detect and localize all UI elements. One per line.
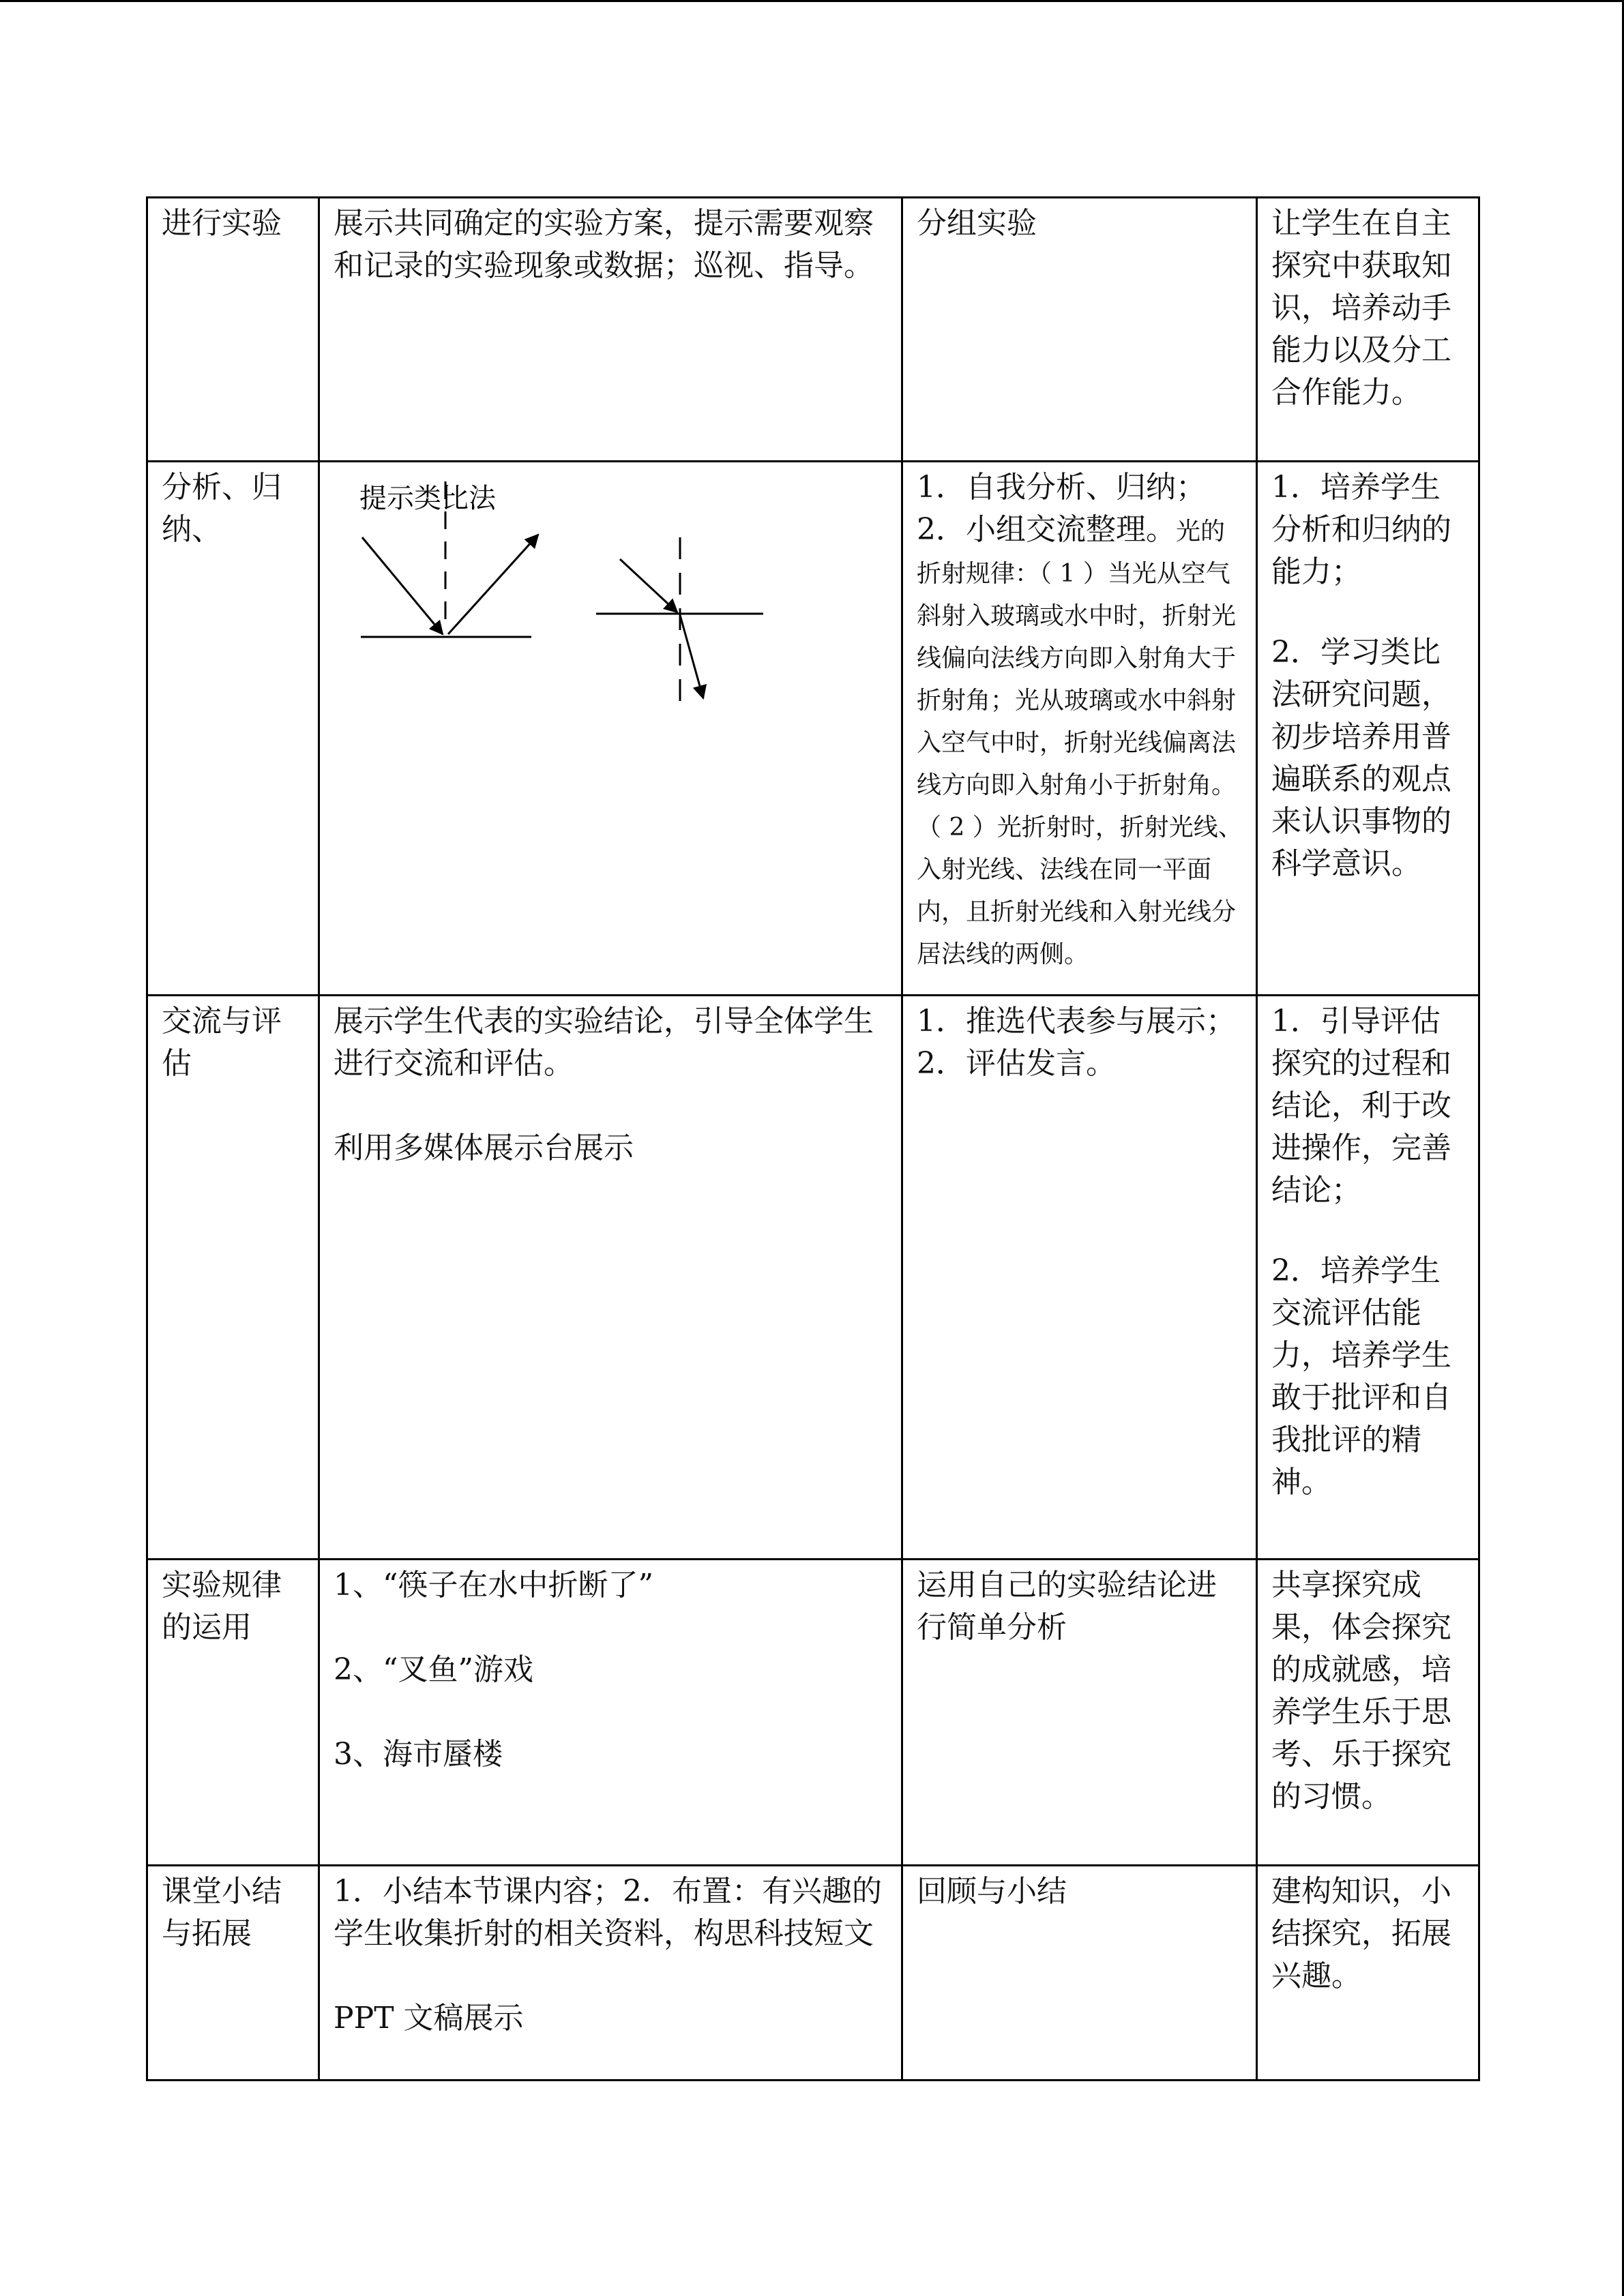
intent-text: 让学生在自主探究中获取知识，培养动手能力以及分工合作能力。 <box>1271 206 1451 410</box>
teacher-activity-cell <box>319 462 902 996</box>
teacher-activity-cell <box>319 198 902 462</box>
teacher-text: 1．小结本节课内容；2．布置：有兴趣的学生收集折射的相关资料，构思科技短文 <box>334 1874 882 1951</box>
student-text: 1．推选代表参与展示；2．评估发言。 <box>917 1004 1236 1081</box>
intent-text: 1．培养学生分析和归纳的能力； <box>1271 470 1451 589</box>
teacher-text: 展示共同确定的实验方案，提示需要观察和记录的实验现象或数据；巡视、指导。 <box>334 206 874 283</box>
page-border-top <box>0 0 1624 2</box>
intent-text: 1．引导评估探究的过程和结论，利于改进操作，完善结论； <box>1271 1004 1451 1208</box>
stage-cell: 实验规律的运用 <box>147 1560 319 1866</box>
intent-text: 建构知识，小结探究，拓展兴趣。 <box>1271 1874 1451 1993</box>
intent-text: 2．培养学生交流评估能力，培养学生敢于批评和自我批评的精神。 <box>1271 1253 1451 1500</box>
student-activity-cell <box>902 996 1257 1560</box>
teacher-text: 利用多媒体展示台展示 <box>334 1131 634 1165</box>
student-text: 分组实验 <box>917 206 1037 241</box>
stage-cell: 分析、归纳、 <box>147 462 319 996</box>
incident-ray-arrow <box>362 537 443 634</box>
student-activity-cell <box>902 198 1257 462</box>
teacher-text: PPT 文稿展示 <box>334 2001 524 2036</box>
incident-ray-arrow-2 <box>620 559 677 612</box>
diagram-label: 提示类比法 <box>359 483 496 514</box>
stage-cell: 进行实验 <box>147 198 319 462</box>
student-text: 2．小组交流整理。 <box>917 512 1176 547</box>
teacher-activity-cell <box>319 1866 902 2081</box>
design-intent-cell <box>1257 1560 1479 1866</box>
student-activity-cell <box>902 1866 1257 2081</box>
teacher-text: 1、“筷子在水中折断了” <box>334 1568 653 1602</box>
design-intent-cell <box>1257 198 1479 462</box>
student-activity-cell <box>902 462 1257 996</box>
teacher-text: 展示学生代表的实验结论，引导全体学生进行交流和评估。 <box>334 1004 874 1081</box>
lesson-plan-table <box>146 196 1480 2081</box>
design-intent-cell <box>1257 462 1479 996</box>
table-row <box>147 198 1479 462</box>
table-row <box>147 996 1479 1560</box>
table-row <box>147 1866 1479 2081</box>
stage-cell: 交流与评估 <box>147 996 319 1560</box>
design-intent-cell <box>1257 996 1479 1560</box>
student-activity-cell <box>902 1560 1257 1866</box>
intent-text: 共享探究成果，体会探究的成就感，培养学生乐于思考、乐于探究的习惯。 <box>1271 1568 1451 1814</box>
teacher-activity-cell <box>319 1560 902 1866</box>
table-row <box>147 462 1479 996</box>
student-text: 回顾与小结 <box>917 1874 1067 1909</box>
teacher-activity-cell <box>319 996 902 1560</box>
teacher-text: 3、海市蜃楼 <box>334 1737 503 1772</box>
reflected-ray-arrow <box>448 535 538 634</box>
student-text: 1．自我分析、归纳； <box>917 470 1206 505</box>
student-text: 运用自己的实验结论进行简单分析 <box>917 1568 1217 1645</box>
refracted-ray-arrow <box>680 615 703 698</box>
table-row <box>147 1560 1479 1866</box>
intent-text: 2．学习类比法研究问题，初步培养用普遍联系的观点来认识事物的科学意识。 <box>1271 635 1451 881</box>
stage-cell: 课堂小结与拓展 <box>147 1866 319 2081</box>
reflection-refraction-diagram <box>334 466 784 726</box>
refraction-law-text: 光的折射规律：（ 1 ）当光从空气斜射入玻璃或水中时，折射光线偏向法线方向即入射角大于折射角；光从玻璃或水中斜射入空气中时，折射光线偏离法线方向即入射角小于折射角。（ 2 ）光折射时，折射光线、入射光线、法线在同一平面内，且折射光线和入射光线分居法线的两侧。 <box>917 518 1243 968</box>
teacher-text: 2、“叉鱼”游戏 <box>334 1652 533 1687</box>
design-intent-cell <box>1257 1866 1479 2081</box>
